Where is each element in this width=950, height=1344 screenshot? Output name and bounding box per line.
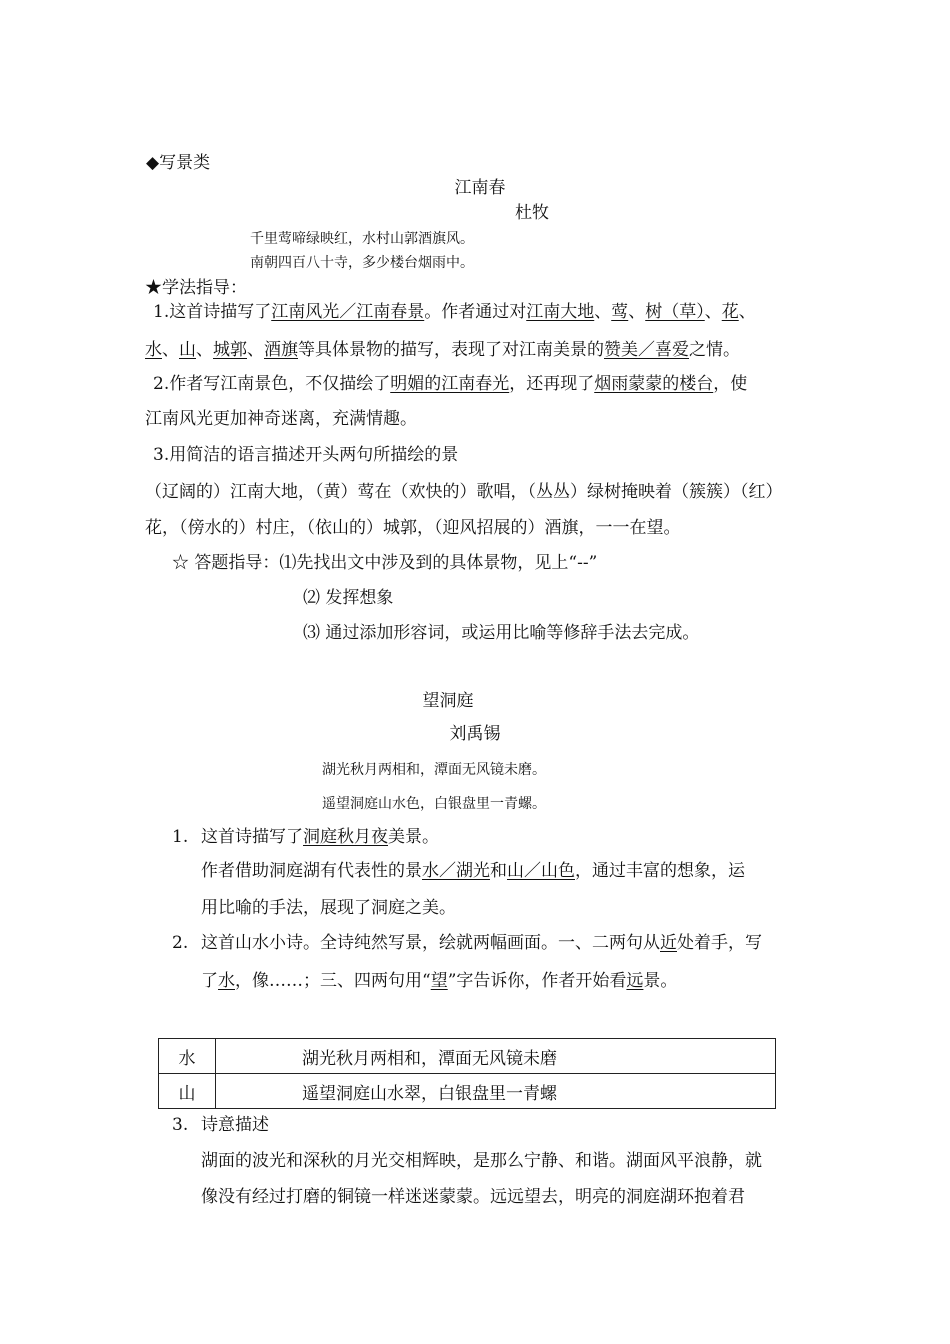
- poem-author: 杜牧: [515, 203, 549, 223]
- paragraph-1-line-2: 水、山、城郭、酒旗等具体景物的描写，表现了对江南美景的赞美／喜爱之情。: [145, 340, 740, 360]
- poem-line: 南朝四百八十寺，多少楼台烟雨中。: [250, 255, 474, 271]
- method-label: ★学法指导：: [145, 278, 247, 298]
- comparison-table: [158, 1038, 776, 1109]
- question-3-line-1: 湖面的波光和深秋的月光交相辉映，是那么宁静、和谐。湖面风平浪静，就: [201, 1151, 762, 1171]
- question-1-line-3: 用比喻的手法，展现了洞庭之美。: [201, 898, 456, 918]
- paragraph-3-line-2: 花，（傍水的）村庄，（依山的）城郭，（迎风招展的）酒旗，一一在望。: [145, 518, 681, 538]
- question-3-line-2: 像没有经过打磨的铜镜一样迷迷蒙蒙。远远望去，明亮的洞庭湖环抱着君: [201, 1187, 745, 1207]
- question-1-line-2: 作者借助洞庭湖有代表性的景水／湖光和山／山色，通过丰富的想象，运: [201, 861, 745, 881]
- paragraph-1-line-1: 1.这首诗描写了江南风光／江南春景。作者通过对江南大地、莺、树（草）、花、: [153, 302, 756, 322]
- poem-title: 江南春: [454, 178, 506, 198]
- table-key: 山: [159, 1074, 216, 1109]
- table-value: 湖光秋月两相和，潭面无风镜未磨: [216, 1039, 776, 1074]
- answer-guide-3: ⑶ 通过添加形容词，或运用比喻等修辞手法去完成。: [303, 623, 700, 643]
- question-1-line-1: 这首诗描写了洞庭秋月夜美景。: [201, 827, 439, 847]
- poem-line: 湖光秋月两相和，潭面无风镜未磨。: [322, 762, 546, 778]
- poem-author: 刘禹锡: [449, 724, 501, 744]
- question-2-line-2: 了水，像……；三、四两句用“望”字告诉你，作者开始看远景。: [201, 971, 678, 991]
- poem-title: 望洞庭: [422, 691, 474, 711]
- table-key: 水: [159, 1039, 216, 1074]
- paragraph-3-line-1: （辽阔的）江南大地，（黄）莺在（欢快的）歌唱，（丛丛）绿树掩映着（簇簇）（红）: [145, 482, 783, 502]
- question-number: 3.: [172, 1115, 189, 1135]
- table-row: [159, 1074, 776, 1109]
- table-row: [159, 1039, 776, 1074]
- section-label: ◆写景类: [146, 153, 211, 173]
- table-value: 遥望洞庭山水翠，白银盘里一青螺: [216, 1074, 776, 1109]
- answer-guide-2: ⑵ 发挥想象: [303, 588, 394, 608]
- question-number: 2.: [172, 933, 189, 953]
- question-number: 1.: [172, 827, 189, 847]
- answer-guide-1: ☆ 答题指导：⑴先找出文中涉及到的具体景物，见上“--”: [172, 553, 598, 573]
- poem-line: 千里莺啼绿映红，水村山郭酒旗风。: [250, 231, 474, 247]
- question-2-line-1: 这首山水小诗。全诗纯然写景，绘就两幅画面。一、二两句从近处着手，写: [201, 933, 762, 953]
- paragraph-2-line-1: 2.作者写江南景色，不仅描绘了明媚的江南春光，还再现了烟雨蒙蒙的楼台，使: [153, 374, 748, 394]
- paragraph-3-title: 3.用简洁的语言描述开头两句所描绘的景: [153, 445, 459, 465]
- poem-line: 遥望洞庭山水色，白银盘里一青螺。: [322, 796, 546, 812]
- question-3-title: 诗意描述: [201, 1115, 269, 1135]
- paragraph-2-line-2: 江南风光更加神奇迷离，充满情趣。: [145, 409, 417, 429]
